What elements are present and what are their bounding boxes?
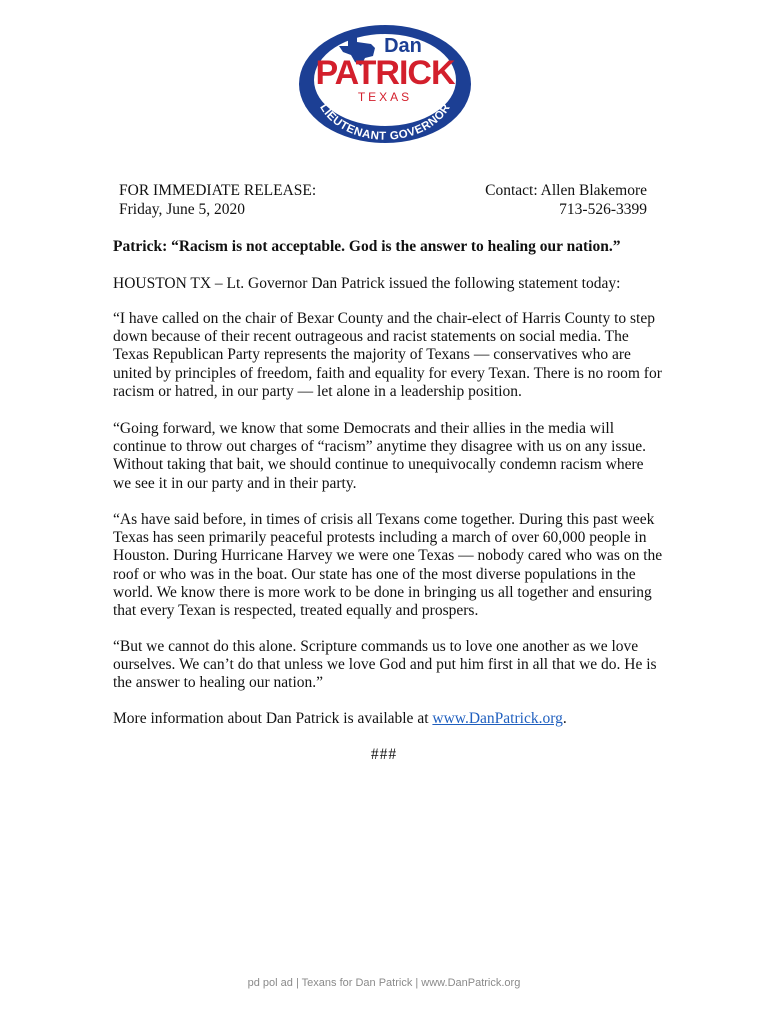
dan-patrick-logo	[295, 22, 475, 150]
release-date: Friday, June 5, 2020	[119, 201, 245, 218]
statement-paragraph-4: “But we cannot do this alone. Scripture commands us to love one another as we love ourselves. We can’t do that unless we love God and put him first in all that we do. He is the answer to healing our nation.”	[113, 638, 657, 692]
end-mark: ###	[370, 746, 398, 763]
release-label: FOR IMMEDIATE RELEASE:	[119, 182, 317, 199]
footer-disclaimer: pd pol ad | Texans for Dan Patrick | www.DanPatrick.org	[247, 977, 521, 989]
statement-paragraph-1: “I have called on the chair of Bexar County and the chair-elect of Harris County to step down because of their recent outrageous and racist statements on social media. The Texas Republican Party represents the majority of Texans — conservatives who are united by principles of freedom, faith and equality for every Texan. There is no room for racism or hatred, in our party — let alone in a leadership position.	[113, 310, 662, 400]
more-info-period: .	[562, 710, 567, 727]
intro-paragraph: HOUSTON TX – Lt. Governor Dan Patrick issued the following statement today:	[113, 275, 621, 292]
more-info-line	[113, 710, 663, 728]
contact-phone: 713-526-3399	[559, 201, 647, 218]
contact-name: Contact: Allen Blakemore	[485, 182, 647, 199]
svg-text:LIEUTENANT GOVERNOR: LIEUTENANT GOVERNOR	[317, 101, 453, 143]
svg-text:TEXAS: TEXAS	[357, 90, 413, 104]
svg-text:PATRICK: PATRICK	[315, 54, 455, 92]
statement-paragraph-3: “As have said before, in times of crisis all Texans come together. During this past week Texas has seen primarily peaceful protests including a march of over 60,000 people in Houston. During Hurricane Harvey we were one Texas — nobody cared who was on the roof or who was in the boat. Our state has one of the most diverse populations in the world. We know there is more work to be done in bringing us all together and ensuring that every Texan is respected, treated equally and prospers.	[113, 511, 663, 620]
danpatrick-website-link[interactable]: www.DanPatrick.org	[432, 710, 563, 727]
headline: Patrick: “Racism is not acceptable. God is the answer to healing our nation.”	[113, 238, 621, 255]
more-info-text: More information about Dan Patrick is available at	[113, 710, 433, 727]
svg-text:Dan: Dan	[384, 35, 422, 57]
statement-paragraph-2: “Going forward, we know that some Democrats and their allies in the media will continue to throw out charges of “racism” anytime they disagree with us on any issue. Without taking that bait, we should continue to unequivocally condemn racism where we see it in our party and in their party.	[113, 420, 647, 492]
